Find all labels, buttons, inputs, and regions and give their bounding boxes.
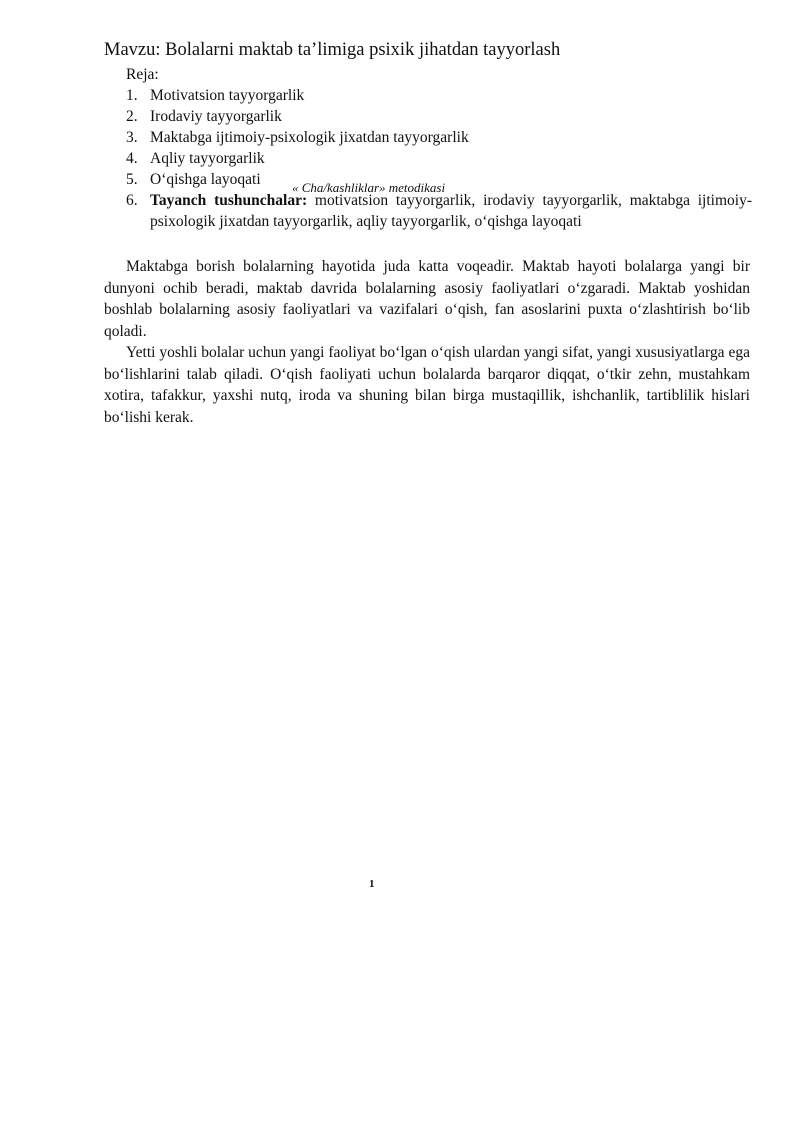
plan-item (126, 106, 752, 127)
plan-item-key-concepts (126, 190, 752, 232)
key-concepts-text: motivatsion tayyorgarlik, irodaviy tayyorgarlik, maktabga ijtimoiy-psixologik jixatdan tayyorgarlik, aqliy tayyorgarlik, o‘qishga layoqati (150, 192, 753, 230)
plan-heading: Reja: (126, 66, 159, 83)
overlay-note: « Cha/kashliklar» metodikasi (292, 180, 446, 195)
plan-item-text: Maktabga ijtimoiy-psixologik jixatdan tayyorgarlik (150, 129, 469, 146)
plan-item-text: Motivatsion tayyorgarlik (150, 87, 305, 104)
body-text (104, 256, 750, 428)
plan-item-number: 3. (126, 129, 138, 146)
plan-item (126, 148, 752, 169)
plan-item (126, 127, 752, 148)
plan-item-number: 2. (126, 108, 138, 125)
plan-item-number: 5. (126, 171, 138, 188)
plan-item-number: 4. (126, 150, 138, 167)
plan-item-text: O‘qishga layoqati (150, 171, 261, 188)
page-number: 1 (369, 878, 375, 890)
plan-item-number: 1. (126, 87, 138, 104)
plan-list (126, 85, 752, 232)
plan-item-text: Irodaviy tayyorgarlik (150, 108, 282, 125)
plan-item-number: 6. (126, 192, 138, 209)
plan-item (126, 85, 752, 106)
paragraph: Maktabga borish bolalarning hayotida juda katta voqeadir. Maktab hayoti bolalarga yangi bir dunyoni ochib beradi, maktab davrida bolalarning asosiy faoliyatlari o‘zgaradi. Maktab yoshidan boshlab bolalarning asosiy faoliyatlari va vazifalari o‘qish, fan asoslarini puxta o‘zlashtirish bo‘lib qoladi. (104, 258, 750, 340)
paragraph: Yetti yoshli bolalar uchun yangi faoliyat bo‘lgan o‘qish ulardan yangi sifat, yangi xususiyatlarga ega bo‘lishlarini talab qiladi. O‘qish faoliyati uchun bolalarda barqaror diqqat, o‘tkir zehn, mustahkam xotira, tafakkur, yaxshi nutq, iroda va shuning bilan birga mustaqillik, ishchanlik, tartiblilik hislari bo‘lishi kerak. (104, 344, 750, 426)
plan-item-text: Aqliy tayyorgarlik (150, 150, 265, 167)
document-title: Mavzu: Bolalarni maktab ta’limiga psixik jihatdan tayyorlash (104, 40, 561, 60)
key-concepts-label: Tayanch tushunchalar: (150, 192, 308, 209)
